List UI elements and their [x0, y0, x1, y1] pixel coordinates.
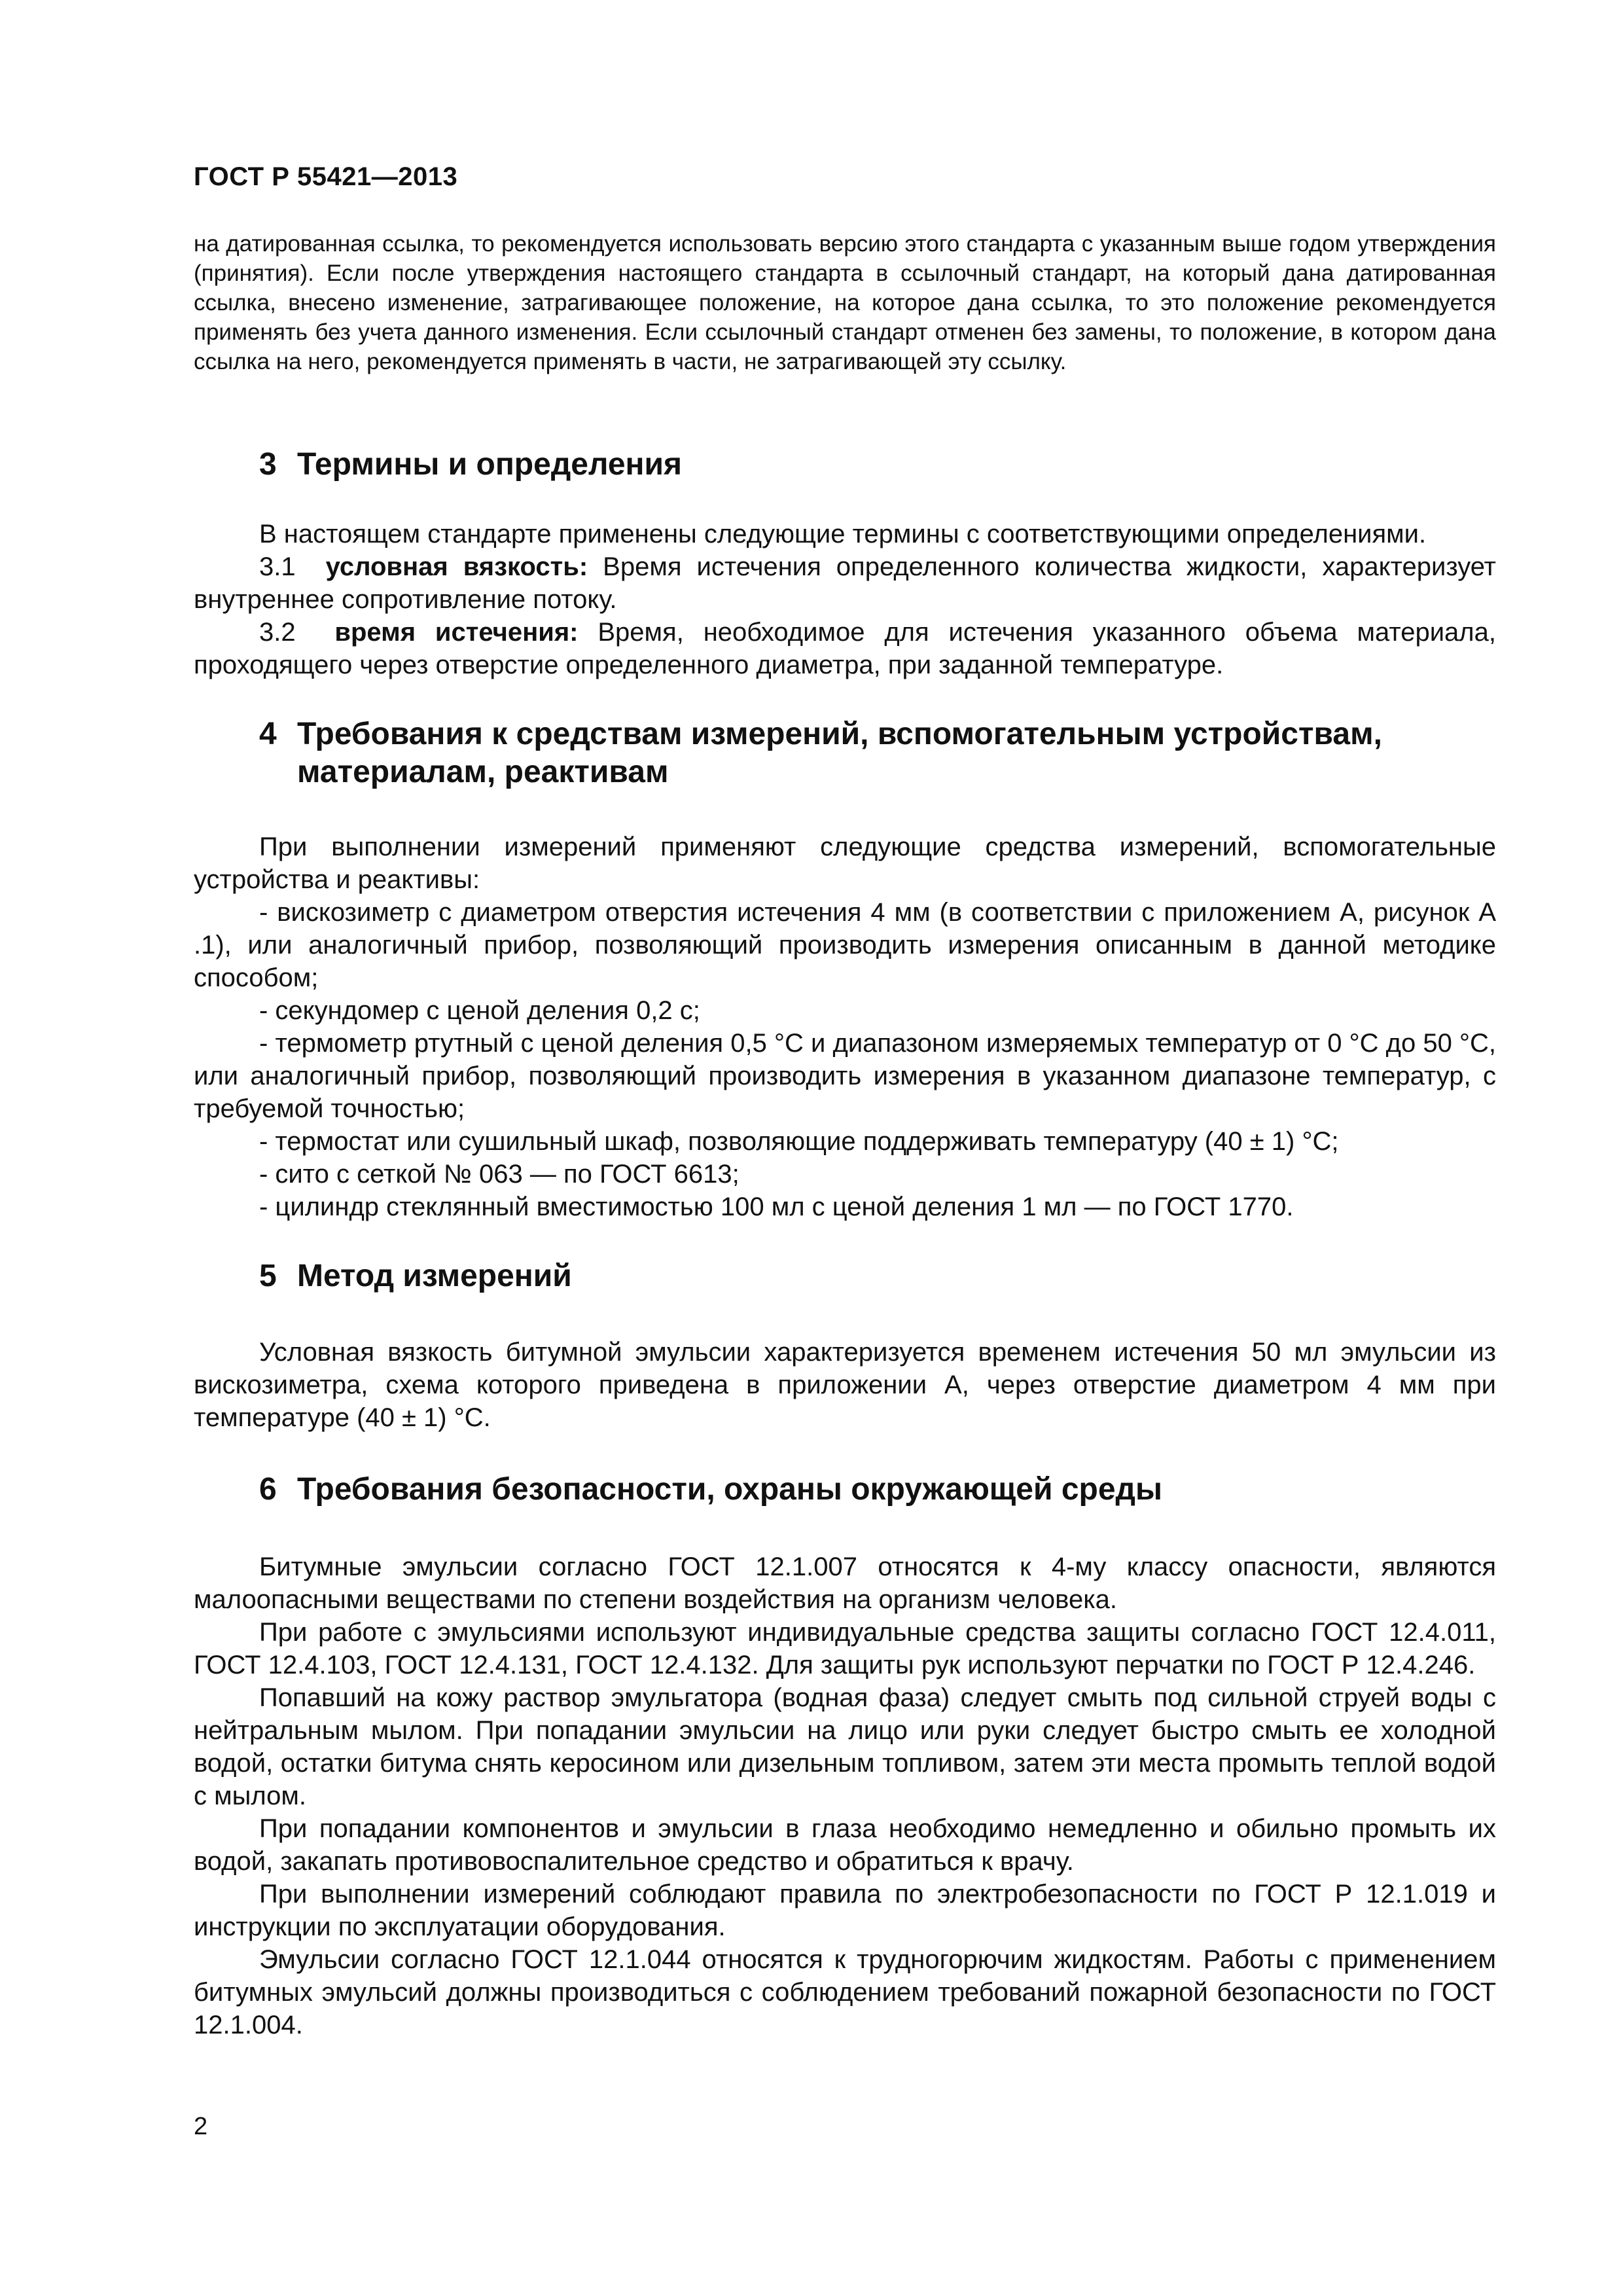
section-4-title-line-1: Требования к средствам измерений, вспомогательным устройствам, — [297, 717, 1382, 751]
list-item: - сито с сеткой № 063 — по ГОСТ 6613; — [259, 1160, 740, 1189]
term-3-1-number: 3.1 — [259, 552, 296, 581]
section-5 — [194, 1257, 1496, 1434]
section-6-number: 6 — [259, 1472, 277, 1507]
section-6-title: Требования безопасности, охраны окружающей среды — [297, 1472, 1163, 1507]
section-5-heading — [194, 1257, 1496, 1295]
section-3-heading — [194, 446, 1496, 484]
term-3-2-number: 3.2 — [259, 618, 296, 647]
section-6-heading — [194, 1471, 1496, 1509]
section-3-title: Термины и определения — [297, 447, 683, 482]
document-header: ГОСТ Р 55421—2013 — [194, 162, 458, 191]
term-3-1-definition: Время истечения определенного количества жидкости, характеризует внутреннее сопротивление потоку. — [194, 552, 1496, 614]
term-3-1-term: условная вязкость: — [325, 552, 588, 581]
section-6-paragraph: При выполнении измерений соблюдают правила по электробезопасности по ГОСТ Р 12.1.019 и инструкции по эксплуатации оборудования. — [194, 1880, 1496, 1941]
section-6-paragraph: Попавший на кожу раствор эмульгатора (водная фаза) следует смыть под сильной струей воды с нейтральным мылом. При попадании эмульсии на лицо или руки следует быстро смыть ее холодной водой, остатки битума снять керосином или дизельным топливом, затем эти места промыть теплой водой с мылом. — [194, 1683, 1496, 1810]
section-6-paragraph: При работе с эмульсиями используют индивидуальные средства защиты согласно ГОСТ 12.4.011, ГОСТ 12.4.103, ГОСТ 12.4.131, ГОСТ 12.4.132. Для защиты рук используют перчатки по ГОСТ Р 12.4.246. — [194, 1618, 1496, 1679]
section-5-title: Метод измерений — [297, 1259, 572, 1293]
intro-block — [194, 229, 1496, 376]
section-4-body — [194, 831, 1496, 1223]
term-3-2 — [194, 616, 1496, 681]
term-3-2-definition: Время, необходимое для истечения указанного объема материала, проходящего через отверстие определенного диаметра, при заданной температуре. — [194, 618, 1496, 679]
list-item: - вискозиметр с диаметром отверстия истечения 4 мм (в соответствии с приложением А, рисунок А .1), или аналогичный прибор, позволяющий производить измерения описанным в данной методике способом; — [194, 898, 1496, 992]
section-4-lead: При выполнении измерений применяют следующие средства измерений, вспомогательные устройства и реактивы: — [194, 833, 1496, 894]
section-4-title-line-2: материалам, реактивам — [297, 755, 669, 789]
section-6-paragraph: Эмульсии согласно ГОСТ 12.1.044 относятся к трудногорючим жидкостям. Работы с применением битумных эмульсий должны производиться с соблюдением требований пожарной безопасности по ГОСТ 12.1.004. — [194, 1945, 1496, 2039]
section-6-paragraph: Битумные эмульсии согласно ГОСТ 12.1.007 относятся к 4-му классу опасности, являются малоопасными веществами по степени воздействия на организм человека. — [194, 1552, 1496, 1614]
page-number: 2 — [194, 2113, 208, 2140]
section-4 — [194, 715, 1496, 1223]
section-4-number: 4 — [259, 717, 277, 751]
section-6-paragraph: При попадании компонентов и эмульсии в глаза необходимо немедленно и обильно промыть их водой, закапать противовоспалительное средство и обратиться к врачу. — [194, 1814, 1496, 1876]
section-3-body — [194, 518, 1496, 681]
section-5-paragraph: Условная вязкость битумной эмульсии характеризуется временем истечения 50 мл эмульсии из вискозиметра, схема которого приведена в приложении А, через отверстие диаметром 4 мм при температуре (40 ± 1) °C. — [194, 1338, 1496, 1432]
term-3-2-term: время истечения: — [334, 618, 579, 647]
section-3-number: 3 — [259, 447, 277, 482]
section-6 — [194, 1471, 1496, 2041]
intro-paragraph: на датированная ссылка, то рекомендуется использовать версию этого стандарта с указанным выше годом утверждения (принятия). Если после утверждения настоящего стандарта в ссылочный стандарт, на который дана датированная ссылка, внесено изменение, затрагивающее положение, на которое дана ссылка, то это положение рекомендуется применять без учета данного изменения. Если ссылочный стандарт отменен без замены, то положение, в котором дана ссылка на него, рекомендуется применять в части, не затрагивающей эту ссылку. — [194, 231, 1496, 374]
section-4-heading — [194, 715, 1496, 791]
document-body — [194, 229, 1496, 2041]
list-item: - цилиндр стеклянный вместимостью 100 мл с ценой деления 1 мл — по ГОСТ 1770. — [259, 1193, 1294, 1221]
list-item: - секундомер с ценой деления 0,2 с; — [259, 996, 700, 1025]
term-3-1 — [194, 550, 1496, 616]
section-3 — [194, 446, 1496, 681]
section-3-lead: В настоящем стандарте применены следующие термины с соответствующими определениями. — [259, 520, 1427, 548]
section-5-body — [194, 1336, 1496, 1434]
section-6-body — [194, 1551, 1496, 2041]
section-5-number: 5 — [259, 1259, 277, 1293]
list-item: - термостат или сушильный шкаф, позволяющие поддерживать температуру (40 ± 1) °C; — [259, 1127, 1339, 1156]
list-item: - термометр ртутный с ценой деления 0,5 °C и диапазоном измеряемых температур от 0 °C до 50 °C, или аналогичный прибор, позволяющий производить измерения в указанном диапазоне температур, с требуемой точностью; — [194, 1029, 1496, 1123]
